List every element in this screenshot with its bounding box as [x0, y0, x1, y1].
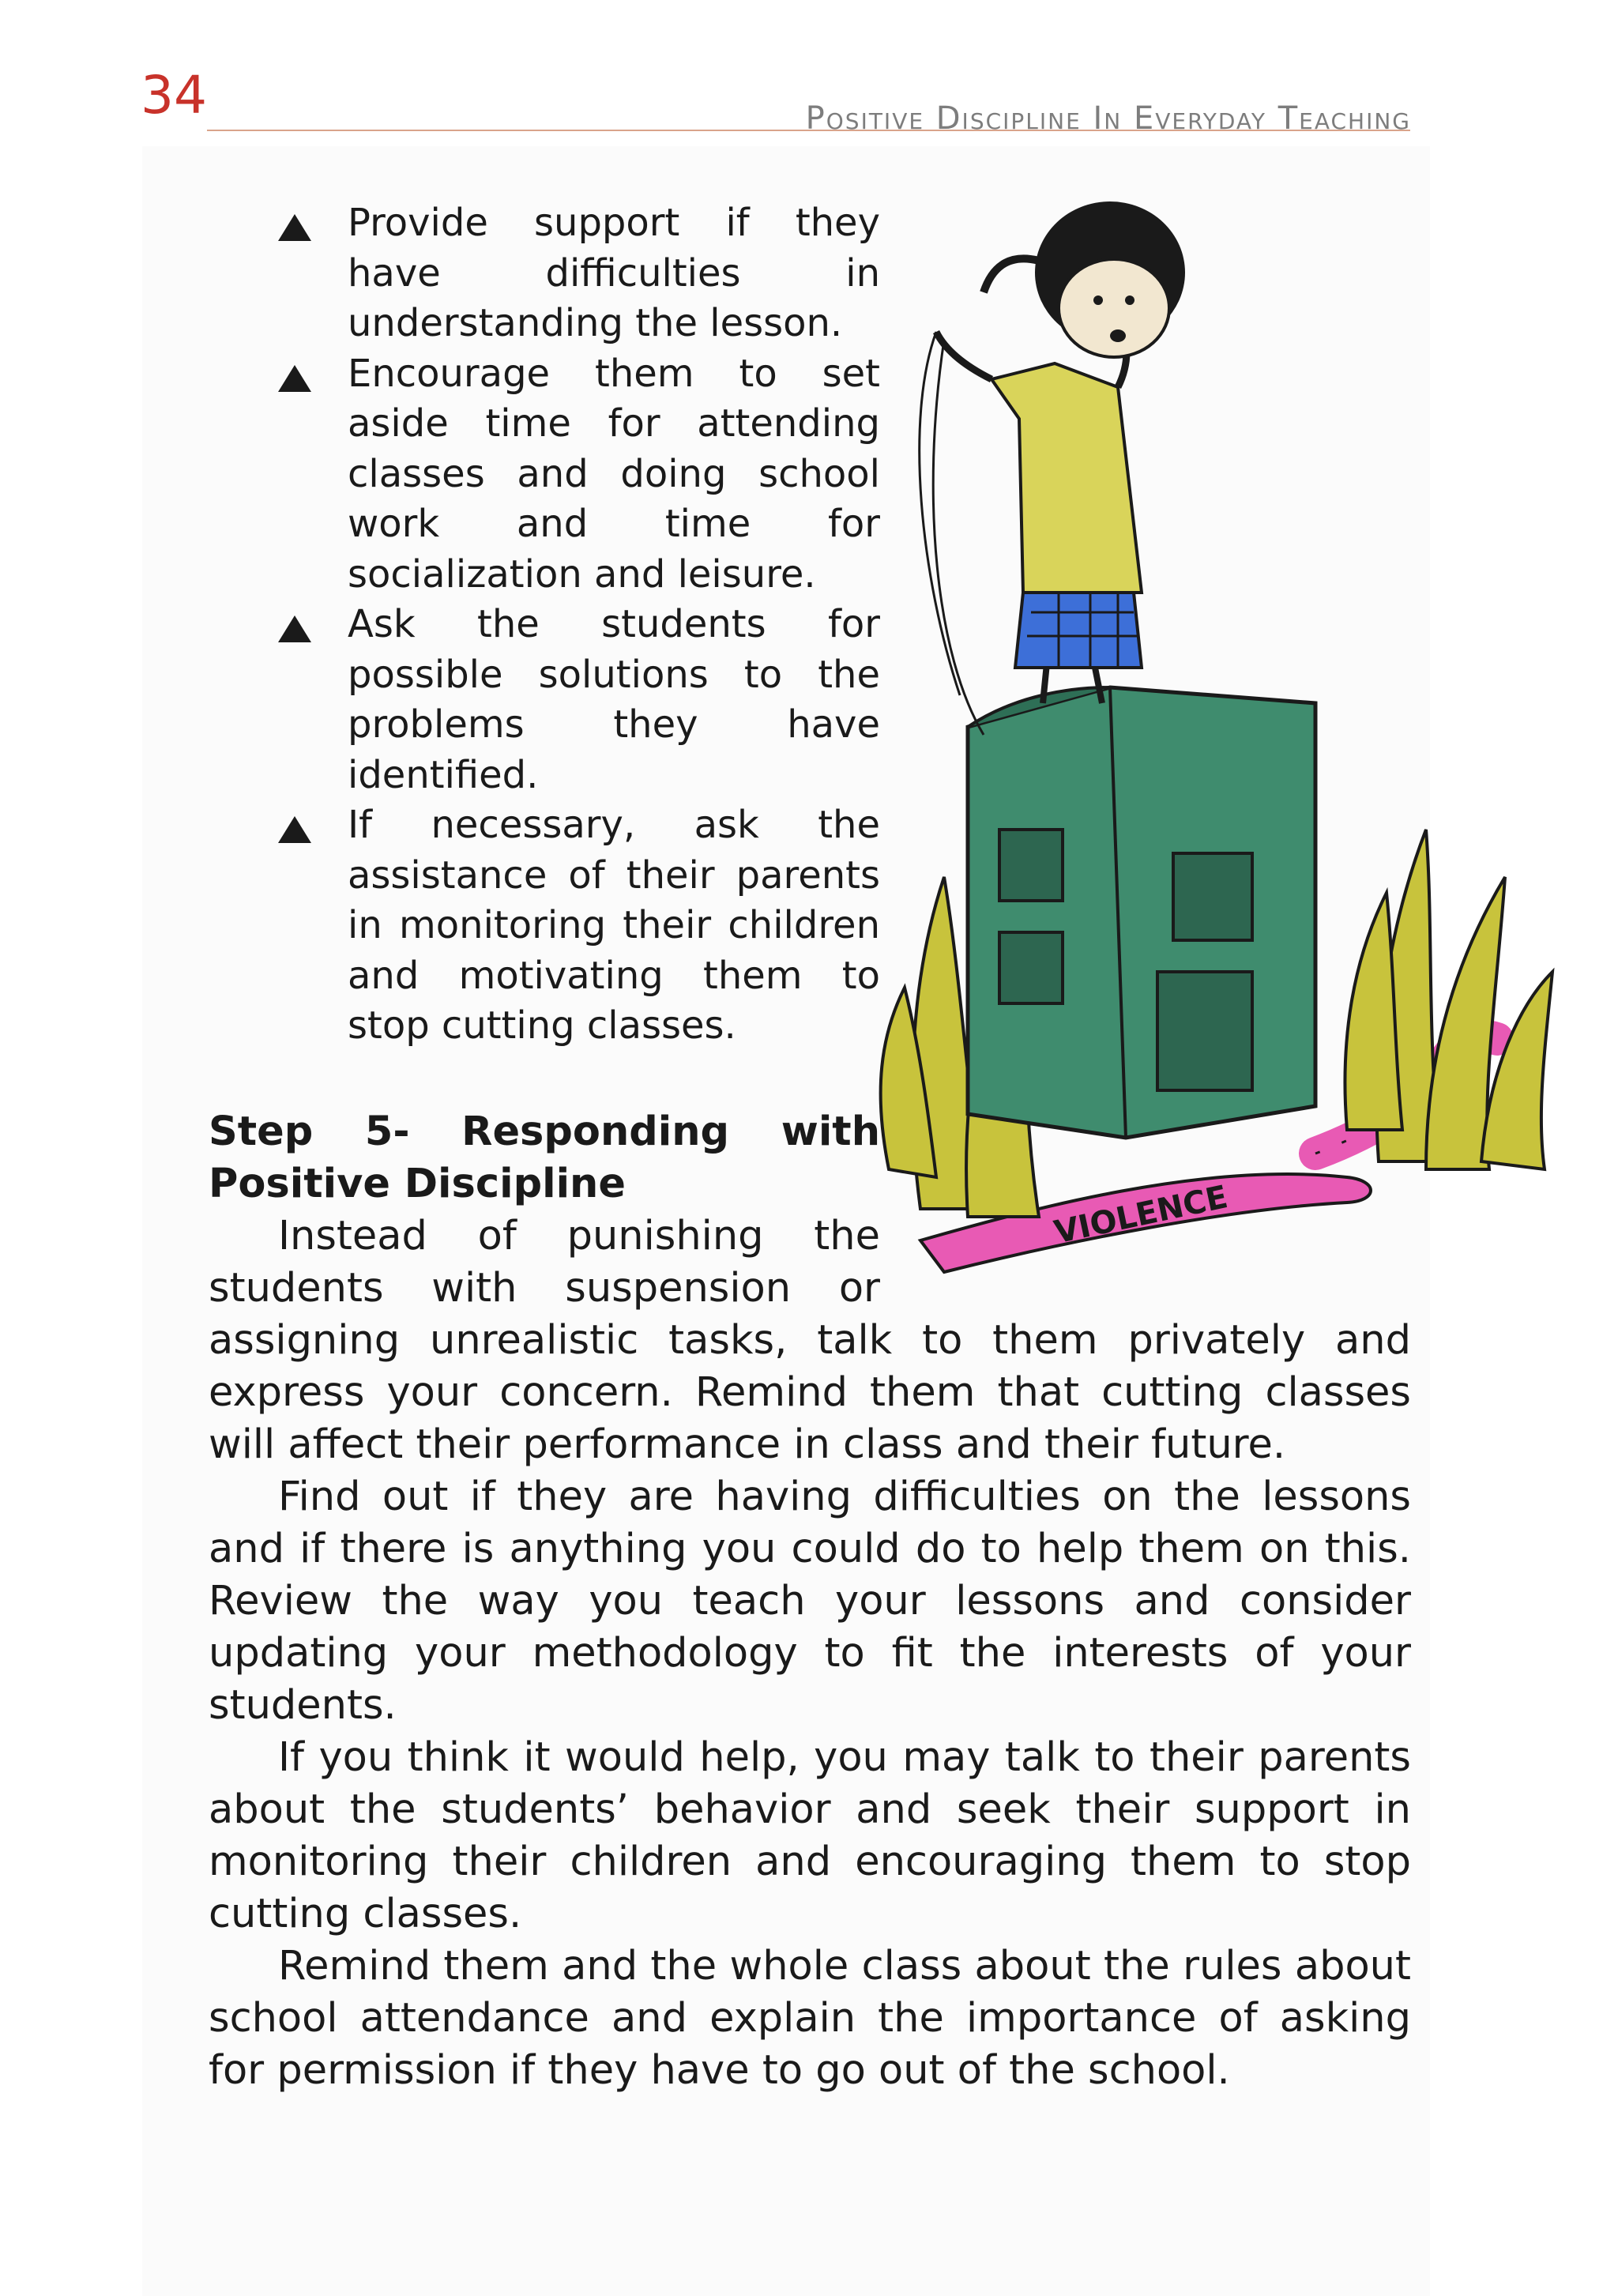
- body-text: [209, 1210, 1411, 2097]
- list-item: [278, 198, 880, 349]
- section-heading: Step 5- Responding with Positive Discipline: [209, 1108, 880, 1207]
- list-item: [278, 600, 880, 800]
- triangle-bullet-icon: [278, 816, 311, 843]
- list-item-text: Provide support if they have difficulties in understanding the lesson.: [348, 201, 880, 345]
- triangle-bullet-icon: [278, 365, 311, 392]
- illustration-girl-on-school: [873, 182, 1572, 1288]
- girl-figure: [920, 201, 1185, 735]
- triangle-bullet-icon: [278, 615, 311, 642]
- page-number: 34: [141, 65, 207, 126]
- paragraph: If you think it would help, you may talk to their parents about the students’ behavior and seek their support in monitoring their children and encouraging them to stop cutting classes.: [209, 1734, 1411, 1937]
- triangle-bullet-icon: [278, 214, 311, 241]
- list-item-text: If necessary, ask the assistance of their parents in monitoring their children and motivating them to stop cutting classes.: [348, 803, 880, 1048]
- running-head: Positive Discipline In Everyday Teaching: [805, 100, 1411, 137]
- paragraph: Remind them and the whole class about the rules about school attendance and explain the importance of asking for permission if they have to go out of the school.: [209, 1943, 1411, 2094]
- paragraph: Instead of punishing the students with suspension or assigning unrealistic tasks, talk to them privately and express your concern. Remind them that cutting classes will affect their performance in class and their future.: [209, 1213, 1411, 1468]
- bullet-list: [278, 198, 880, 1052]
- list-item: [278, 800, 880, 1052]
- banner-text: VIOLENCE: [1051, 1179, 1232, 1252]
- list-item-text: Ask the students for possible solutions to the problems they have identified.: [348, 602, 880, 797]
- school-building: [968, 687, 1315, 1138]
- paragraph: Find out if they are having difficulties on the lessons and if there is anything you could do to help them on this. Review the way you teach your lessons and consider updating your methodology to fit the interests of your students.: [209, 1474, 1411, 1729]
- list-item-text: Encourage them to set aside time for attending classes and doing school work and time for socialization and leisure.: [348, 351, 880, 597]
- list-item: [278, 349, 880, 600]
